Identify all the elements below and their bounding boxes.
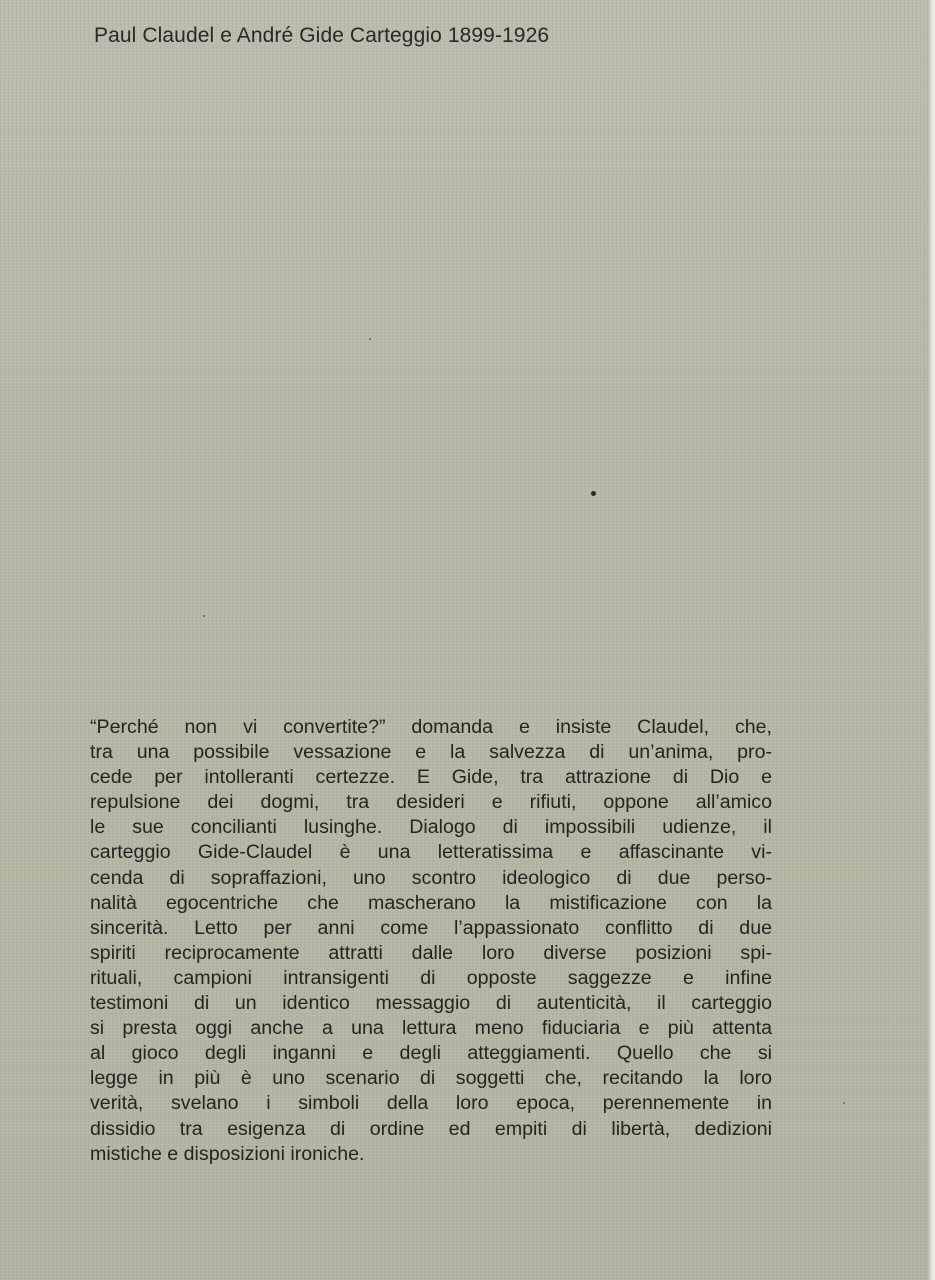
blurb-line: le sue concilianti lusinghe. Dialogo di impossibili udienze, il	[90, 816, 772, 839]
paper-speck	[369, 338, 371, 340]
blurb-line: “Perché non vi convertite?” domanda e insiste Claudel, che,	[90, 716, 772, 738]
blurb-line: nalità egocentriche che mascherano la mistificazione con la	[90, 891, 772, 914]
paper-speck	[591, 491, 596, 496]
blurb-line: spiriti reciprocamente attratti dalle loro diverse posizioni spi-	[90, 941, 772, 964]
paper-speck	[843, 1102, 845, 1104]
blurb-line: testimoni di un identico messaggio di autenticità, il carteggio	[90, 992, 772, 1015]
blurb-line: carteggio Gide-Claudel è una letteratissima e affascinante vi-	[90, 841, 772, 864]
blurb-line: repulsione dei dogmi, tra desideri e rifiuti, oppone all’amico	[90, 791, 772, 814]
blurb-line: cenda di sopraffazioni, uno scontro ideologico di due perso-	[90, 866, 772, 889]
paper-speck	[203, 615, 205, 617]
blurb-line: verità, svelano i simboli della loro epoca, perennemente in	[90, 1092, 772, 1115]
blurb-paragraph	[90, 715, 772, 1167]
blurb-line: si presta oggi anche a una lettura meno fiduciaria e più attenta	[90, 1017, 772, 1040]
blurb-line: al gioco degli inganni e degli atteggiamenti. Quello che si	[90, 1042, 772, 1065]
blurb-line: dissidio tra esigenza di ordine ed empiti di libertà, dedizioni	[90, 1117, 772, 1140]
cover-edge	[927, 0, 935, 1280]
blurb-line: mistiche e disposizioni ironiche.	[90, 1142, 365, 1165]
book-title: Paul Claudel e André Gide Carteggio 1899-1926	[94, 24, 550, 47]
blurb-line: sincerità. Letto per anni come l’appassionato conflitto di due	[90, 916, 772, 939]
blurb-line: legge in più è uno scenario di soggetti che, recitando la loro	[90, 1067, 772, 1090]
blurb-line: rituali, campioni intransigenti di opposte saggezze e infine	[90, 966, 772, 989]
blurb-line: tra una possibile vessazione e la salvezza di un’anima, pro-	[90, 741, 772, 764]
blurb-line: cede per intolleranti certezze. E Gide, tra attrazione di Dio e	[90, 766, 772, 789]
